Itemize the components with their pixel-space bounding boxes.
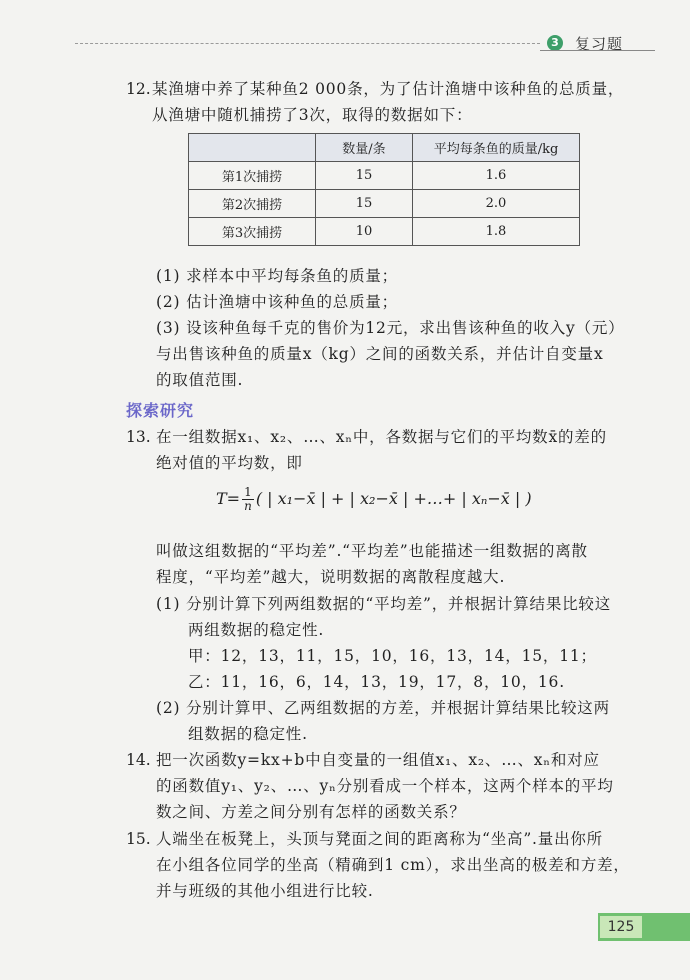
mean-deviation-formula	[216, 486, 532, 513]
table-cell: 10	[316, 218, 413, 246]
table-row	[189, 190, 580, 218]
table-cell: 第2次捕捞	[189, 190, 316, 218]
table-header-row	[189, 134, 580, 162]
dataset-yi: 乙：11，16，6，14，13，19，17，8，10，16.	[188, 673, 565, 691]
table-header-cell: 平均每条鱼的质量/kg	[413, 134, 580, 162]
chapter-title: 复习题	[575, 35, 624, 53]
table-cell: 1.6	[413, 162, 580, 190]
question-15-number: 15.	[126, 830, 151, 848]
q12-sub-3-line-2: 与出售该种鱼的质量x（kg）之间的函数关系，并估计自变量x	[156, 345, 604, 363]
formula-lhs: T=	[216, 489, 241, 508]
section-title: 探索研究	[126, 401, 195, 420]
q15-line-1: 人端坐在板凳上，头顶与凳面之间的距离称为“坐高”.量出你所	[156, 830, 603, 848]
chapter-number-badge: 3	[547, 35, 563, 51]
fraction-denominator: n	[244, 499, 252, 513]
q13-line-2: 绝对值的平均数，即	[156, 454, 303, 472]
q13-sub-1-line-2: 两组数据的稳定性.	[188, 621, 325, 639]
table-cell: 1.8	[413, 218, 580, 246]
formula-fraction	[242, 486, 254, 513]
fishing-data-table	[188, 133, 580, 246]
table-header-cell: 数量/条	[316, 134, 413, 162]
q12-sub-3-line-3: 的取值范围.	[156, 371, 244, 389]
page-number: 125	[600, 916, 642, 938]
q15-line-2: 在小组各位同学的坐高（精确到1 cm），求出坐高的极差和方差，	[156, 856, 630, 874]
q12-line-2: 从渔塘中随机捕捞了3次，取得的数据如下：	[152, 106, 473, 124]
table-cell: 2.0	[413, 190, 580, 218]
header-dashed-line	[75, 43, 540, 44]
q15-line-3: 并与班级的其他小组进行比较.	[156, 882, 374, 900]
q13-sub-2-line-2: 组数据的稳定性.	[188, 725, 308, 743]
formula-rhs: ( | x₁−x̄ | + | x₂−x̄ | +…+ | xₙ−x̄ | )	[255, 489, 532, 508]
q12-sub-3-line-1: (3) 设该种鱼每千克的售价为12元，求出售该种鱼的收入y（元）	[156, 319, 625, 337]
table-cell: 15	[316, 162, 413, 190]
q13-sub-1-line-1: (1) 分别计算下列两组数据的“平均差”，并根据计算结果比较这	[156, 595, 612, 613]
question-12-number: 12.	[126, 80, 151, 98]
q14-line-3: 数之间、方差之间分别有怎样的函数关系？	[156, 803, 466, 821]
table-cell: 第1次捕捞	[189, 162, 316, 190]
q12-line-1: 某渔塘中养了某种鱼2 000条，为了估计渔塘中该种鱼的总质量，	[152, 80, 625, 98]
header-rule	[540, 50, 655, 51]
q13-line-3: 叫做这组数据的“平均差”.“平均差”也能描述一组数据的离散	[156, 542, 588, 560]
question-13-number: 13.	[126, 428, 151, 446]
q12-sub-2: (2) 估计渔塘中该种鱼的总质量；	[156, 293, 398, 311]
table-cell: 第3次捕捞	[189, 218, 316, 246]
table-row	[189, 218, 580, 246]
dataset-jia: 甲：12，13，11，15，10，16，13，14，15，11；	[188, 647, 597, 665]
q12-sub-1: (1) 求样本中平均每条鱼的质量；	[156, 267, 398, 285]
table-header-cell	[189, 134, 316, 162]
question-14-number: 14.	[126, 751, 151, 769]
q13-sub-2-line-1: (2) 分别计算甲、乙两组数据的方差，并根据计算结果比较这两	[156, 699, 610, 717]
q14-line-2: 的函数值y₁、y₂、…、yₙ分别看成一个样本，这两个样本的平均	[156, 777, 614, 795]
table-row	[189, 162, 580, 190]
q14-line-1: 把一次函数y=kx+b中自变量的一组值x₁、x₂、…、xₙ和对应	[156, 751, 600, 769]
table-cell: 15	[316, 190, 413, 218]
fraction-numerator: 1	[242, 486, 254, 500]
q13-line-4: 程度，“平均差”越大，说明数据的离散程度越大.	[156, 568, 506, 586]
q13-line-1: 在一组数据x₁、x₂、…、xₙ中，各数据与它们的平均数x̄的差的	[156, 428, 607, 446]
